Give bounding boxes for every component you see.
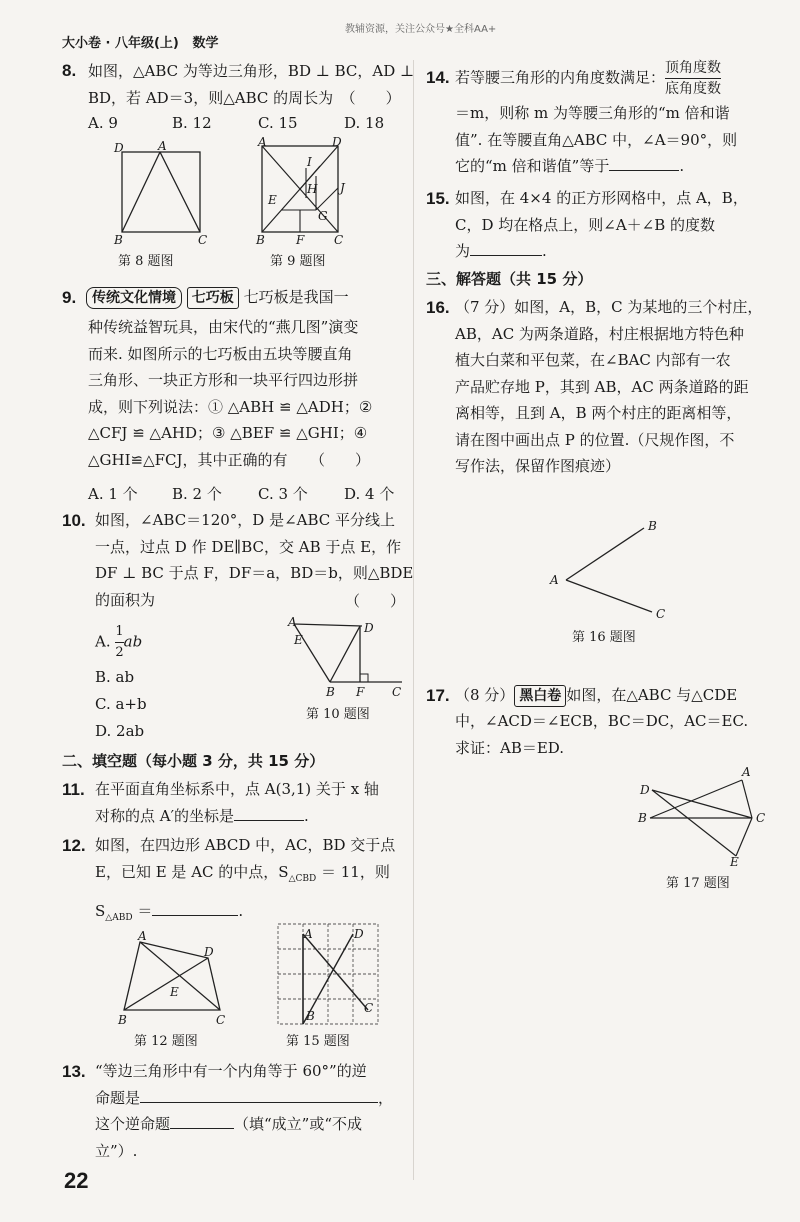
fig10-label-f: F [356, 685, 365, 698]
fig17-label-b: B [638, 811, 647, 825]
section-3-title: 三、解答题（共 15 分） [426, 270, 593, 288]
fig8-label-b: B [114, 233, 123, 247]
q8-number: 8. [62, 61, 77, 80]
fig9-label-d: D [332, 136, 342, 149]
q15-answer-blank[interactable] [470, 241, 542, 256]
fig9-label-i: I [307, 155, 312, 169]
figure-12 [112, 930, 232, 1030]
q13-answer-blank-1[interactable] [140, 1088, 378, 1103]
q9-option-a: A. 1 个 [88, 485, 138, 503]
fig12-label-c: C [216, 1013, 226, 1027]
q9-number: 9. [62, 288, 77, 307]
fig15-label-d: D [354, 927, 364, 941]
q10-option-c: C. a+b [95, 695, 147, 713]
figure-8 [112, 140, 212, 250]
q14-text: ＝m，则称 m 为等腰三角形的“m 倍和谐 值”. 在等腰直角△ABC 中，∠A＝90°，则 它的“m 倍和谐值”等于 . [455, 104, 738, 175]
fig8-label-a: A [158, 140, 167, 153]
fig17-label-c: C [756, 811, 766, 825]
fig12-label-e: E [170, 985, 179, 999]
q11-number: 11. [62, 780, 85, 799]
q11-answer-blank[interactable] [234, 806, 304, 821]
fig12-label-b: B [118, 1013, 127, 1027]
fig10-label-d: D [364, 621, 374, 635]
figure-10 [284, 612, 406, 698]
q12-text: 如图，在四边形 ABCD 中，AC，BD 交于点 E，已知 E 是 AC 的中点，$S_{\triangle CBD} = 11$，则 $S_{\triangle ABD}$ ＝ . [95, 836, 396, 923]
fig9-label-h: H [307, 182, 318, 196]
q10-number: 10. [62, 511, 86, 530]
fig8-label-c: C [198, 233, 208, 247]
fig8-label-d: D [114, 141, 124, 155]
fig17-label-d: D [640, 783, 650, 797]
q9-tag-tangram: 七巧板 [187, 287, 239, 309]
fig12-label-d: D [204, 945, 214, 959]
q13-text: “等边三角形中有一个内角等于 60°”的逆 命题是 ， 这个逆命题 （填“成立”或“不成 立”）. [95, 1062, 394, 1160]
fig16-label-c: C [656, 607, 666, 621]
fig9-label-e: E [268, 193, 277, 207]
fig10-label-e: E [294, 633, 303, 647]
fig8-caption: 第 8 题图 [118, 254, 174, 269]
figure-17 [636, 760, 776, 868]
q8-text: 如图，△ABC 为等边三角形，BD ⊥ BC，AD ⊥ BD，若 AD＝3，则△ABC 的周长为 （ ） [88, 62, 415, 107]
q15-number: 15. [426, 189, 450, 208]
figure-16 [544, 510, 674, 626]
fig15-label-a: A [304, 927, 313, 941]
q12-answer-blank[interactable] [152, 901, 238, 916]
fig17-label-e: E [730, 855, 739, 868]
q14-line1: 若等腰三角形的内角度数满足： $\frac{\text{顶角度数}}{\text{底角度数}}$ [455, 60, 722, 97]
q14-number: 14. [426, 68, 450, 87]
figure-9 [254, 136, 349, 250]
q9-option-d: D. 4 个 [344, 485, 395, 503]
figure-15 [274, 920, 384, 1028]
header-book-title: 大小卷 · 八年级(上) 数学 [62, 36, 219, 51]
section-2-title: 二、填空题（每小题 3 分，共 15 分） [62, 752, 325, 770]
fig17-caption: 第 17 题图 [666, 876, 730, 891]
fig9-label-a: A [258, 136, 267, 149]
q16-text: （7 分）如图，A，B，C 为某地的三个村庄， AB，AC 为两条道路，村庄根据地方特色种 植大白菜和平包菜，在∠BAC 内部有一农 产品贮存地 P，其到 AB，AC 两条道路的距 离相等，且到 A，B 两个村庄的距离相等， 请在图中画出点 P 的位置.（尺规作图，不 写作法，保留作图痕迹） [455, 298, 763, 475]
q15-text: 如图，在 4×4 的正方形网格中，点 A，B， C，D 均在格点上，则∠A＋∠B 的度数 为 . [455, 189, 748, 260]
q11-text: 在平面直角坐标系中，点 A(3,1) 关于 x 轴 对称的点 A′的坐标是 . [95, 780, 379, 825]
q13-number: 13. [62, 1062, 86, 1081]
q17-line1: （8 分） 黑白卷 如图，在△ABC 与△CDE [455, 682, 737, 709]
fig9-label-f: F [296, 233, 305, 247]
q10-option-d: D. 2ab [95, 722, 145, 740]
fig10-label-a: A [288, 615, 297, 629]
fig9-label-b: B [256, 233, 265, 247]
q9-option-b: B. 2 个 [172, 485, 222, 503]
fig12-label-a: A [138, 930, 147, 943]
q13-answer-blank-2[interactable] [170, 1114, 234, 1129]
fig17-label-a: A [742, 765, 751, 779]
q10-answer-paren: （ ） [345, 592, 406, 610]
q17-tag-bw: 黑白卷 [514, 685, 566, 707]
fig16-label-a: A [550, 573, 559, 587]
q17-number: 17. [426, 686, 450, 705]
fig9-label-g: G [318, 209, 328, 223]
fig9-label-c: C [334, 233, 344, 247]
q9-option-c: C. 3 个 [258, 485, 308, 503]
column-divider [413, 60, 414, 1180]
q17-text: 中，∠ACD＝∠ECB，BC＝DC，AC＝EC. 求证：AB＝ED. [455, 712, 749, 757]
fig12-caption: 第 12 题图 [134, 1034, 198, 1049]
q12-number: 12. [62, 836, 86, 855]
fig16-caption: 第 16 题图 [572, 630, 636, 645]
page-number: 22 [64, 1168, 89, 1193]
fig16-label-b: B [648, 519, 657, 533]
fig15-label-c: C [364, 1001, 374, 1015]
fig10-label-b: B [326, 685, 335, 698]
q9-tag-culture: 传统文化情境 [86, 287, 182, 309]
fig9-caption: 第 9 题图 [270, 254, 326, 269]
q14-answer-blank[interactable] [609, 156, 679, 171]
q10-option-b: B. ab [95, 668, 135, 686]
fig15-caption: 第 15 题图 [286, 1034, 350, 1049]
fig10-caption: 第 10 题图 [306, 707, 370, 722]
q16-number: 16. [426, 298, 450, 317]
q9-line1: 传统文化情境 七巧板 七巧板是我国一 [86, 284, 349, 311]
fig9-label-j: J [340, 181, 345, 195]
q8-option-a: A. 9 [88, 114, 118, 132]
q10-text: 如图，∠ABC＝120°，D 是∠ABC 平分线上 一点，过点 D 作 DE∥BC，交 AB 于点 E，作 DF ⊥ BC 于点 F，DF＝a，BD＝b，则△BDE 的面积为 [95, 511, 414, 609]
fig15-label-b: B [306, 1009, 315, 1023]
q9-text: 种传统益智玩具，由宋代的“燕几图”演变 而来. 如图所示的七巧板由五块等腰直角 三角形、一块正方形和一块平行四边形拼 成，则下列说法：① △ABH ≌ △ADH；② △CFJ ≌ △AHD；③ △BEF ≌ △GHI；④ △GHI≌△FCJ，其中正确的有 （ ） [88, 318, 373, 469]
fig10-label-c: C [392, 685, 402, 698]
header-watermark: 教辅资源，关注公众号★全科AA+ [345, 24, 497, 35]
q8-option-c: C. 15 [258, 114, 298, 132]
q10-option-a: A. $\frac{1}{2}$ ab [95, 624, 143, 660]
q8-option-b: B. 12 [172, 114, 212, 132]
q8-option-d: D. 18 [344, 114, 385, 132]
